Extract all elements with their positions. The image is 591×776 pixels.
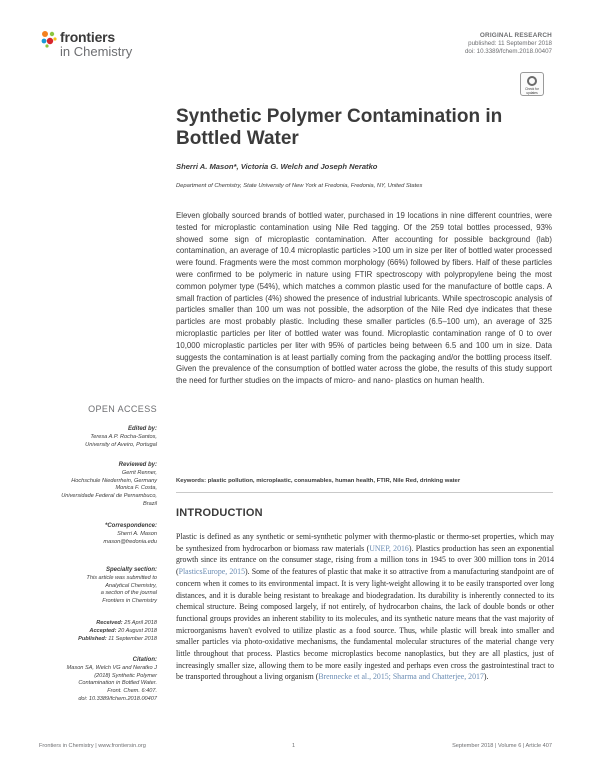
footer-issue: September 2018 | Volume 6 | Article 407 xyxy=(452,743,552,749)
section-heading-introduction: INTRODUCTION xyxy=(176,507,263,519)
citation-link[interactable]: UNEP, 2016 xyxy=(369,543,409,553)
specialty-section: Specialty section: This article was submitted to Analytical Chemistry, a section of the journal Frontiers in Chemistry xyxy=(86,567,157,605)
article-meta xyxy=(465,32,552,56)
editor-info: Edited by: Teresa A.P. Rocha-Santos, University of Aveiro, Portugal xyxy=(85,426,157,448)
author-list: Sherri A. Mason*, Victoria G. Welch and Joseph Neratko xyxy=(176,162,378,171)
article-type: ORIGINAL RESEARCH xyxy=(479,32,552,39)
citation-info: Citation: Mason SA, Welch VG and Neratko J (2018) Synthetic Polymer Contamination in Bottled Water. Front. Chem. 6:407. doi: 10.3389/fchem.2018.00407 xyxy=(66,657,157,702)
citation-link[interactable]: PlasticsEurope, 2015 xyxy=(178,567,246,577)
keywords-text: plastic pollution, microplastic, consumables, human health, FTIR, Nile Red, drinking water xyxy=(207,478,461,484)
divider xyxy=(176,492,553,493)
journal-name: in Chemistry xyxy=(60,44,133,59)
introduction-paragraph: Plastic is defined as any synthetic or semi-synthetic polymer with thermo-plastic or thermo-set properties, which may be synthesized from hydrocarbon or biomass raw materials (UNEP, 2016). Plastics production has seen an exponential growth since its entrance on the consumer stage, rising from a million tons in 1945 to over 300 million tons in 2014 (PlasticsEurope, 2015). Some of the features of plastic that make it so attractive from a manufacturing standpoint are of concern when it comes to its environmental impact. It is very light-weight allowing it to be easily transported over long distances, and it is durable being resistant to breakage and biodegradation. Its durability is inherently connected to its chemical structure. Being composed largely, if not entirely, of hydrocarbon chains, the lack of double bonds or other functional groups provides an inherent stability to its molecules, and its synthetic nature means that the vast majority of microorganisms haven't evolved to utilize plastic as a food source. Thus, while plastic will break into smaller and smaller particles via photo-oxidative mechanisms, the fundamental molecular structures of the material change very little throughout that process. Plastics become microplastics become nanoplastics, but they are all plastics, just of increasingly smaller size, allowing them to be more easily ingested and perhaps even cross the gastrointestinal tract to be transported throughout a living organism (Brennecke et al., 2015; Sharma and Chatterjee, 2017). xyxy=(176,532,554,682)
citation-link[interactable]: Brennecke et al., 2015; Sharma and Chatterjee, 2017 xyxy=(318,672,484,682)
correspondence-info: *Correspondence: Sherri A. Mason mason@fredonia.edu xyxy=(39,523,157,546)
published-date: published: 11 September 2018 xyxy=(468,40,552,47)
article-title: Synthetic Polymer Contamination in Bottled Water xyxy=(176,106,503,149)
keywords-label: Keywords: xyxy=(176,478,207,484)
affiliation: Department of Chemistry, State University of New York at Fredonia, Fredonia, NY, United States xyxy=(176,183,423,189)
check-updates-icon xyxy=(527,76,537,86)
check-for-updates-button[interactable]: Check for updates xyxy=(520,72,544,96)
correspondence-email[interactable]: mason@fredonia.edu xyxy=(103,538,157,545)
doi[interactable]: doi: 10.3389/fchem.2018.00407 xyxy=(464,48,552,55)
frontiers-logo-icon xyxy=(40,30,58,48)
page-number: 1 xyxy=(292,743,296,749)
open-access-label: OPEN ACCESS xyxy=(88,404,157,414)
footer-journal[interactable]: Frontiers in Chemistry | www.frontiersin.org xyxy=(39,743,146,749)
article-dates: Received: 25 April 2018 Accepted: 20 August 2018 Published: 11 September 2018 xyxy=(78,620,157,642)
keywords xyxy=(176,478,556,484)
brand-name: frontiers xyxy=(60,29,115,45)
reviewer-info: Reviewed by: Gerrit Renner, Hochschule Niederrhein, Germany Monica F. Costa, Universidade Federal de Pernambuco, Brazil xyxy=(61,462,157,507)
abstract: Eleven globally sourced brands of bottled water, purchased in 19 locations in nine different countries, were tested for microplastic contamination using Nile Red tagging. Of the 259 total bottles processed, 93% showed some sign of microplastic contamination. After accounting for possible background (lab) contamination, an average of 10.4 microplastic particles >100 um in size per liter of bottled water processed were found. Fragments were the most common morphology (66%) followed by fibers. Half of these particles were confirmed to be polymeric in nature using FTIR spectroscopy with polypropylene being the most common polymer type (54%), which matches a common plastic used for the manufacture of bottle caps. A small fraction of particles (4%) showed the presence of industrial lubricants. While spectroscopic analysis of particles smaller than 100 um was not possible, the adsorption of the Nile Red dye indicates that these particles are most probably plastic. Including these smaller particles (6.5–100 um), an average of 325 microplastic particles per liter of bottled water was found. Microplastic contamination range of 0 to over 10,000 microplastic particles per liter with 95% of particles being between 6.5 and 100 um in size. Data suggests the contamination is at least partially coming from the packaging and/or the bottling process itself. Given the prevalence of the consumption of bottled water across the globe, the results of this study support the need for further studies on the impacts of micro- and nano- plastics on human health. xyxy=(176,211,552,386)
